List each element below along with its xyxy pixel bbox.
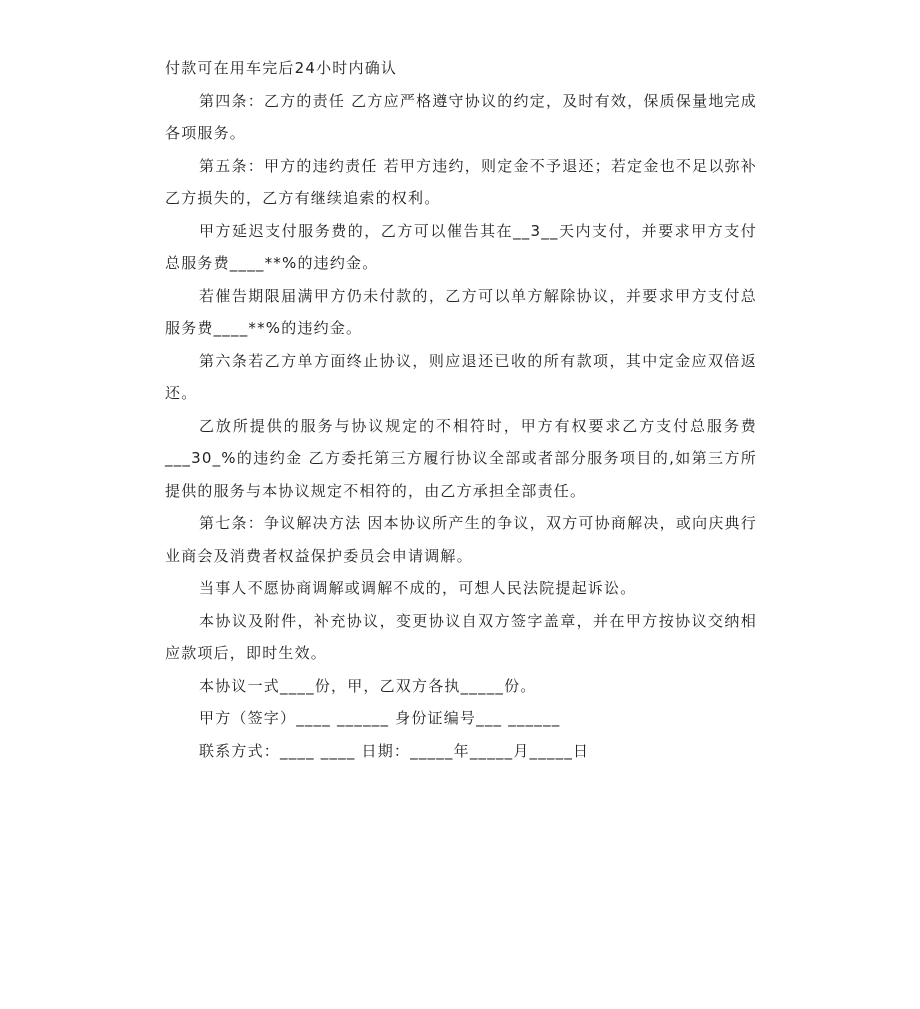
paragraph-contact-date: 联系方式：____ ____ 日期：_____年_____月_____日 (199, 741, 590, 760)
paragraph-litigation: 当事人不愿协商调解或调解不成的，可想人民法院提起诉讼。 (199, 579, 637, 597)
paragraph-article-7: 第七条：争议解决方法 因本协议所产生的争议，双方可协商解决，或向庆典行业商会及消费者权益保护委员会申请调解。 (165, 514, 757, 565)
document-body (165, 52, 757, 767)
paragraph-payment-confirm: 付款可在用车完后24小时内确认 (165, 59, 398, 77)
paragraph-termination-right: 若催告期限届满甲方仍未付款的，乙方可以单方解除协议，并要求甲方支付总服务费____**%的违约金。 (165, 286, 757, 337)
paragraph-party-a-signature: 甲方（签字）____ ______ 身份证编号___ ______ (199, 709, 561, 727)
paragraph-late-payment: 甲方延迟支付服务费的，乙方可以催告其在__3__天内支付，并要求甲方支付总服务费____**%的违约金。 (165, 221, 757, 272)
paragraph-copies: 本协议一式____份，甲，乙双方各执_____份。 (199, 676, 537, 695)
paragraph-service-mismatch: 乙放所提供的服务与协议规定的不相符时，甲方有权要求乙方支付总服务费___30_%的违约金 乙方委托第三方履行协议全部或者部分服务项目的,如第三方所提供的服务与本协议规定不相符的，由乙方承担全部责任。 (165, 416, 757, 500)
paragraph-effective: 本协议及附件，补充协议，变更协议自双方签字盖章，并在甲方按协议交纳相应款项后，即时生效。 (165, 611, 757, 662)
paragraph-article-4: 第四条：乙方的责任 乙方应严格遵守协议的约定，及时有效，保质保量地完成各项服务。 (165, 91, 757, 142)
paragraph-article-5: 第五条：甲方的违约责任 若甲方违约，则定金不予退还；若定金也不足以弥补乙方损失的，乙方有继续追索的权利。 (165, 156, 757, 207)
paragraph-article-6: 第六条若乙方单方面终止协议，则应退还已收的所有款项，其中定金应双倍返还。 (165, 351, 757, 402)
